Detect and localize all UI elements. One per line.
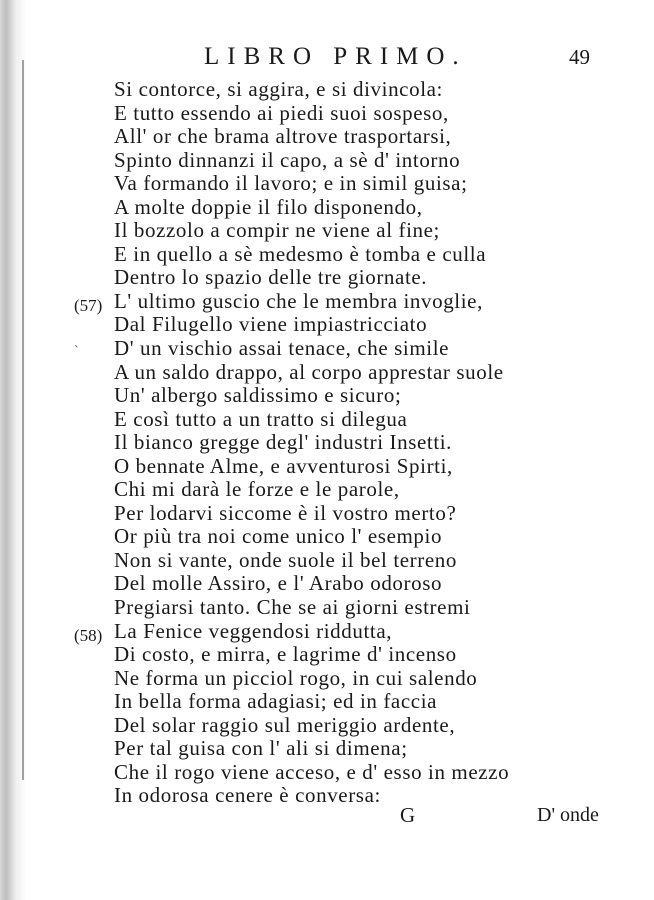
verse-line: Non si vante, onde suole il bel terreno — [114, 547, 457, 572]
verse-line: Pregiarsi tanto. Che se ai giorni estremi — [114, 595, 471, 620]
verse-line: E così tutto a un tratto si dilegua — [114, 406, 408, 431]
margin-stray-mark: ` — [74, 344, 79, 359]
verse-line: E tutto essendo ai piedi suoi sospeso, — [114, 100, 449, 125]
verse-line: All' or che brama altrove trasportarsi, — [114, 124, 452, 149]
verse-line: Il bozzolo a compir ne viene al fine; — [114, 218, 440, 243]
catchword: D' onde — [537, 804, 599, 826]
page-number: 49 — [569, 45, 590, 69]
verse-line: Un' albergo saldissimo e sicuro; — [114, 383, 402, 408]
margin-note-58: (58) — [74, 626, 103, 645]
margin-note-57: (57) — [74, 296, 103, 315]
verse-line: Dal Filugello viene impiastricciato — [114, 312, 428, 337]
verse-line: Chi mi darà le forze e le parole, — [114, 477, 400, 502]
verse-line: In odorosa cenere è conversa: — [114, 783, 381, 808]
verse-line: Per lodarvi siccome è il vostro merto? — [114, 500, 457, 525]
verse-line: D' un vischio assai tenace, che simile — [114, 336, 450, 361]
verse-line: Del solar raggio sul meriggio ardente, — [114, 712, 456, 737]
verse-line: Che il rogo viene acceso, e d' esso in mezzo — [114, 759, 510, 784]
verse-line: Spinto dinnanzi il capo, a sè d' intorno — [114, 147, 461, 172]
verse-line: O bennate Alme, e avventurosi Spirti, — [114, 453, 453, 478]
verse-line: A un saldo drappo, al corpo apprestar suole — [114, 359, 504, 384]
running-head-title: LIBRO PRIMO. — [204, 43, 467, 70]
verse-line: Del molle Assiro, e l' Arabo odoroso — [114, 571, 443, 596]
verse-line: In bella forma adagiasi; ed in faccia — [114, 689, 438, 714]
verse-line: Dentro lo spazio delle tre giornate. — [114, 265, 428, 290]
verse-line: E in quello a sè medesmo è tomba e culla — [114, 241, 487, 266]
verse-line: Per tal guisa con l' ali si dimena; — [114, 736, 408, 761]
verse-block — [114, 78, 544, 808]
verse-line: A molte doppie il filo disponendo, — [114, 194, 423, 219]
verse-line: Si contorce, si aggira, e si divincola: — [114, 77, 443, 101]
verse-line: Ne forma un picciol rogo, in cui salendo — [114, 665, 478, 690]
verse-line: La Fenice veggendosi riddutta, — [114, 618, 393, 643]
verse-line: Il bianco gregge degl' industri Insetti. — [114, 430, 453, 455]
verse-line: Va formando il lavoro; e in simil guisa; — [114, 171, 468, 196]
verse-line: Or più tra noi come unico l' esempio — [114, 524, 443, 549]
verse-line: Di costo, e mirra, e lagrime d' incenso — [114, 642, 457, 667]
running-head — [0, 40, 654, 74]
gutter-edge-line — [22, 60, 24, 780]
verse-line: L' ultimo guscio che le membra invoglie, — [114, 288, 483, 313]
signature-mark: G — [400, 803, 416, 827]
